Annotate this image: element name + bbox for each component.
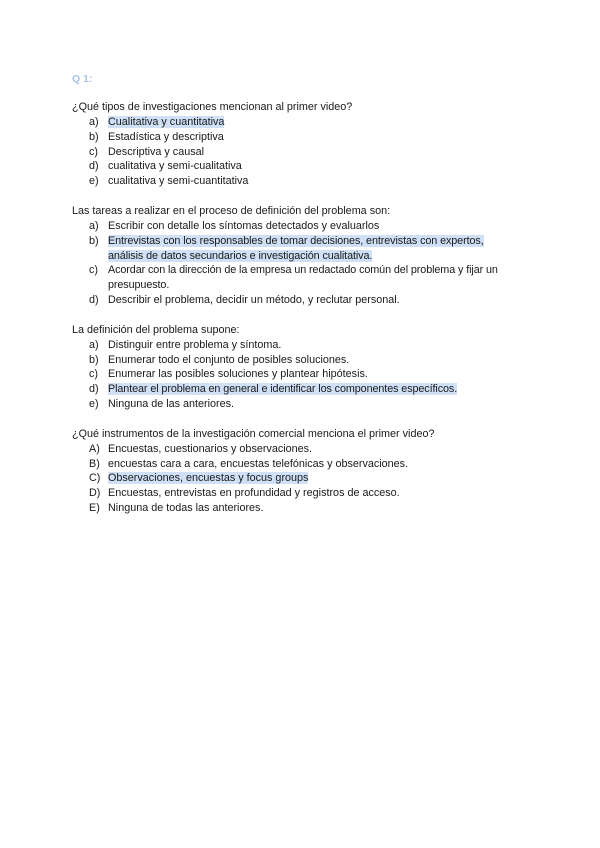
answer-option-d [72, 159, 520, 174]
option-text: Ninguna de las anteriores. [108, 397, 235, 410]
answer-option-b [72, 234, 520, 264]
option-letter: d) [89, 160, 99, 173]
answer-option-e [72, 501, 520, 516]
option-letter: a) [89, 338, 99, 351]
question-heading: Q 1: [72, 73, 93, 85]
option-letter: C) [89, 472, 101, 485]
answer-option-a [72, 338, 520, 353]
option-text: Distinguir entre problema y síntoma. [108, 338, 282, 351]
option-text-highlighted: Plantear el problema en general e identificar los componentes específicos. [108, 383, 458, 396]
question-block-2 [72, 204, 520, 308]
option-letter: A) [89, 442, 100, 455]
option-letter: b) [89, 353, 99, 366]
option-text: cualitativa y semi-cualitativa [108, 160, 242, 173]
answer-options [72, 338, 520, 412]
option-text-highlighted: Observaciones, encuestas y focus groups [108, 472, 309, 485]
answer-option-a [72, 442, 520, 457]
answer-options [72, 115, 520, 189]
option-text: cualitativa y semi-cuantitativa [108, 175, 249, 188]
answer-option-a [72, 115, 520, 130]
option-text: Acordar con la dirección de la empresa un redactado común del problema y fijar un presupuesto. [108, 264, 498, 292]
option-letter: b) [89, 234, 99, 247]
answer-option-c [72, 145, 520, 160]
option-letter: D) [89, 487, 101, 500]
question-block-1 [72, 100, 520, 189]
option-text: Estadística y descriptiva [108, 130, 224, 143]
option-text-highlighted: Entrevistas con los responsables de tomar decisiones, entrevistas con expertos, análisis de datos secundarios e investigación cualitativa. [108, 234, 484, 262]
option-letter: e) [89, 175, 99, 188]
option-text: Describir el problema, decidir un método, y reclutar personal. [108, 293, 400, 306]
option-letter: c) [89, 264, 98, 277]
answer-option-c [72, 263, 520, 293]
answer-option-e [72, 397, 520, 412]
answer-option-a [72, 219, 520, 234]
option-letter: d) [89, 293, 99, 306]
option-letter: a) [89, 219, 99, 232]
option-letter: c) [89, 368, 98, 381]
answer-option-b [72, 130, 520, 145]
answer-option-d [72, 486, 520, 501]
question-text: ¿Qué instrumentos de la investigación comercial menciona el primer video? [72, 427, 435, 440]
answer-options [72, 442, 520, 516]
answer-options [72, 219, 520, 308]
option-letter: e) [89, 397, 99, 410]
question-block-3 [72, 323, 520, 412]
answer-option-b [72, 353, 520, 368]
option-letter: E) [89, 501, 100, 514]
option-text: Escribir con detalle los síntomas detectados y evaluarlos [108, 219, 380, 232]
option-text: Ninguna de todas las anteriores. [108, 501, 264, 514]
option-text: Encuestas, entrevistas en profundidad y registros de acceso. [108, 487, 400, 500]
answer-option-c [72, 367, 520, 382]
option-text: Enumerar las posibles soluciones y plantear hipótesis. [108, 368, 368, 381]
option-letter: a) [89, 116, 99, 128]
answer-option-d [72, 382, 520, 397]
option-text: Encuestas, cuestionarios y observaciones. [108, 442, 313, 455]
answer-option-d [72, 293, 520, 308]
option-letter: b) [89, 130, 99, 143]
option-letter: B) [89, 457, 100, 470]
option-letter: c) [89, 145, 98, 158]
question-text: ¿Qué tipos de investigaciones mencionan al primer video? [72, 101, 353, 113]
question-text: La definición del problema supone: [72, 323, 240, 336]
answer-option-e [72, 174, 520, 189]
option-text: Descriptiva y causal [108, 145, 205, 158]
question-text: Las tareas a realizar en el proceso de definición del problema son: [72, 204, 391, 217]
answer-option-b [72, 457, 520, 472]
option-letter: d) [89, 383, 99, 396]
option-text: encuestas cara a cara, encuestas telefónicas y observaciones. [108, 457, 409, 470]
answer-option-c [72, 471, 520, 486]
option-text: Enumerar todo el conjunto de posibles soluciones. [108, 353, 350, 366]
question-block-4 [72, 427, 520, 516]
option-text-highlighted: Cualitativa y cuantitativa [108, 116, 225, 128]
